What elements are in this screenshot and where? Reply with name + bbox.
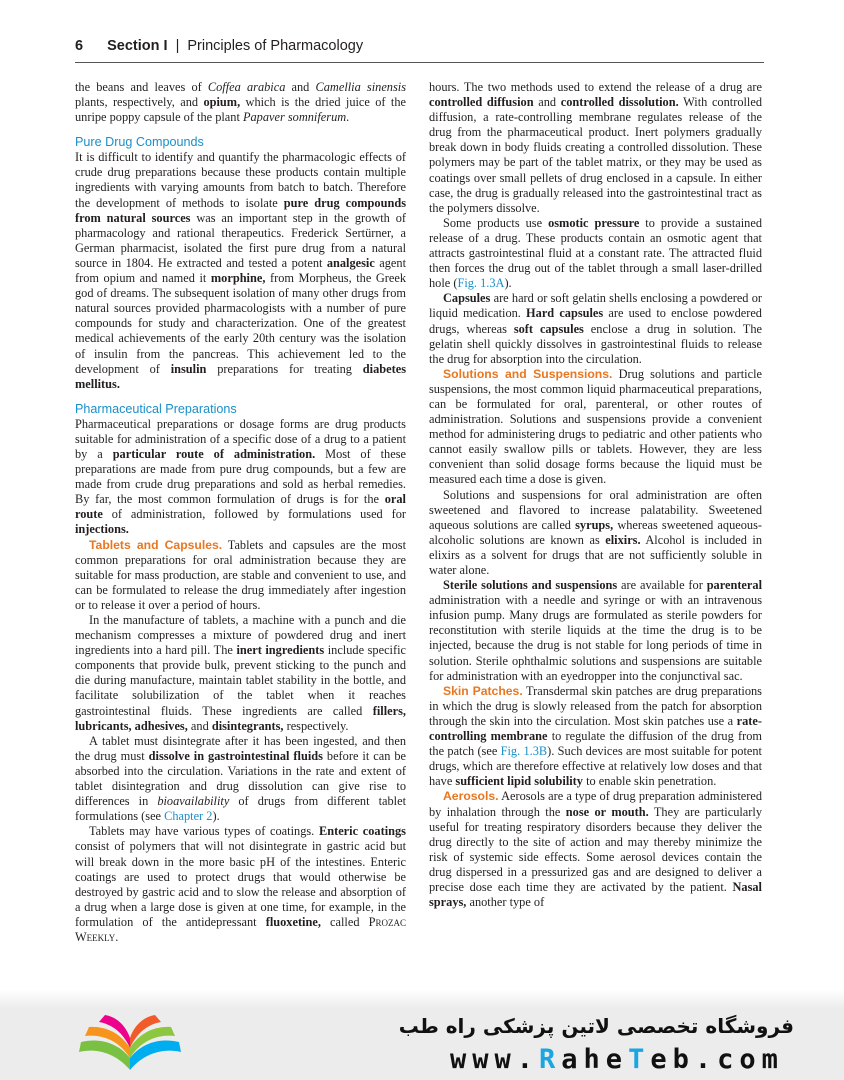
- paragraph-osmotic: Some products use osmotic pressure to provide a sustained release of a drug. These products contain an osmotic agent that attracts gastrointestinal fluid at a constant rate. The attracted fluid then forces the drug out of the tablet through a small laser-drilled hole (Fig. 1.3A).: [429, 215, 762, 291]
- paragraph-extended-release: hours. The two methods used to extend the release of a drug are controlled diffusion and controlled dissolution. With controlled diffusion, a rate-controlling membrane regulates release of the drug from the pharmaceutical product. Inert polymers gradually break down in body fluids creating a controlled dissolution. These polymers may be part of the tablet matrix, or they may be used as coatings over small pellets of drug enclosed in a capsule. In either case, the drug is gradually released into the gastrointestinal tract as the polymers dissolve.: [429, 80, 762, 215]
- paragraph-aerosols: Aerosols. Aerosols are a type of drug preparation administered by inhalation through the nose or mouth. They are particularly useful for treating respiratory disorders because they deliver the drug directly to the site of action and may thereby minimize the risk of systemic side effects. Some aerosol devices contain the drug dispersed in a pressurized gas and are designed to deliver a precise dose each time they are activated by the patient. Nasal sprays, another type of: [429, 789, 762, 910]
- header-rule: [75, 62, 764, 63]
- paragraph-solutions: Solutions and Suspensions. Drug solutions and particle suspensions, the most common liquid pharmaceutical preparations, can be formulated for oral, parenteral, or other routes of administration. Solutions and suspensions provide a convenient method for administering drugs to pediatric and other patients who cannot easily swallow pills or tablets. However, they are less convenient than solid dosage forms because the liquid must be measured each time a dose is given.: [429, 366, 762, 487]
- link-fig-1-3b[interactable]: Fig. 1.3B: [500, 744, 548, 759]
- section-title: Principles of Pharmacology: [187, 38, 364, 54]
- paragraph-disintegration: A tablet must disintegrate after it has been ingested, and then the drug must dissolve in gastrointestinal fluids before it can be absorbed into the circulation. Variations in the rate and extent of tablet disintegration and drug dissolution can give rise to differences in bioavailability of drugs from different tablet formulations (see Chapter 2).: [75, 733, 407, 824]
- paragraph-tablets-capsules: Tablets and Capsules. Tablets and capsules are the most common preparations for oral administration because they are suitable for mass production, are stable and convenient to use, and can be formulated to release the drug immediately after ingestion or to release it over a period of hours.: [75, 537, 407, 612]
- right-column: [429, 80, 762, 910]
- paragraph-skin-patches: Skin Patches. Transdermal skin patches are drug preparations in which the drug is slowly released from the patch for absorption through the skin into the circulation. Most skin patches use a rate-controlling membrane to regulate the diffusion of the drug from the patch (see Fig. 1.3B). Such devices are most suitable for potent drugs, which are therefore effective at relatively low doses and that have sufficient lipid solubility to enable skin penetration.: [429, 683, 762, 789]
- watermark-website: www.RaheTeb.com: [450, 1044, 784, 1075]
- heading-pure-drug-compounds: Pure Drug Compounds: [75, 135, 204, 150]
- header-separator: |: [175, 38, 180, 54]
- runin-heading-aerosols: Aerosols.: [443, 789, 499, 804]
- running-header: [75, 38, 775, 62]
- heading-pharmaceutical-preparations: Pharmaceutical Preparations: [75, 401, 237, 416]
- section-label: Section I: [107, 38, 168, 54]
- paragraph-preparations: Pharmaceutical preparations or dosage forms are drug products suitable for administration of a specific dose of a drug to a patient by a particular route of administration. Most of these preparations are made from pure drug compounds, but a few are made from crude drug preparations and sold as herbal remedies. By far, the most common formulation of drugs is for the oral route of administration, followed by formulations used for injections.: [75, 416, 406, 537]
- paragraph-sterile: Sterile solutions and suspensions are available for parenteral administration with a needle and syringe or with an intravenous infusion pump. Many drugs are formulated as sterile powders for reconstitution with sterile liquids at the time the drug is to be injected, because the drug is not stable for long periods of time in solution. Sterile ophthalmic solutions and suspensions are suitable for administration with an eyedropper into the conjunctival sac.: [429, 578, 762, 683]
- runin-heading-solutions: Solutions and Suspensions.: [443, 366, 613, 381]
- watermark-shop-name: فروشگاه تخصصی لاتین پزشکی راه طب: [398, 1014, 794, 1038]
- book-logo-icon: [75, 1012, 185, 1074]
- paragraph-capsules: Capsules are hard or soft gelatin shells enclosing a powdered or liquid medication. Hard capsules are used to enclose powdered drugs, whereas soft capsules enclose a drug in solution. The gelatin shell quickly dissolves in gastrointestinal fluids to release the drug for absorption into the circulation.: [429, 291, 763, 366]
- paragraph-tablet-manufacture: In the manufacture of tablets, a machine with a punch and die mechanism compresses a mixture of powdered drug and inert ingredients into a hard pill. The inert ingredients include specific components that provide bulk, prevent sticking to the punch and die during manufacture, maintain tablet stability in the bottle, and facilitate solubilization of the tablet when it reaches gastrointestinal fluids. These ingredients are called fillers, lubricants, adhesives, and disintegrants, respectively.: [75, 613, 407, 733]
- paragraph-coatings: Tablets may have various types of coatings. Enteric coatings consist of polymers that will not disintegrate in gastric acid but will break down in the more basic pH of the intestines. Enteric coatings are used to protect drugs that would otherwise be destroyed by gastric acid and to slow the release and absorption of a drug when a large dose is given at one time, for example, in the formulation of the antidepressant fluoxetine, called Prozac Weekly.: [75, 824, 406, 944]
- paragraph-pure-drugs: It is difficult to identify and quantify the pharmacologic effects of crude drug preparations because these products contain multiple ingredients with varying amounts from batch to batch. Therefore the development of methods to isolate pure drug compounds from natural sources was an important step in the growth of pharmacology and rational therapeutics. Frederick Sertürner, a German pharmacist, isolated the first pure drug from a natural source in 1804. He extracted and tested a potent analgesic agent from opium and named it morphine, from Morpheus, the Greek god of dreams. The subsequent isolation of many other drugs from natural sources provided pharmacologists with a number of pure compounds for study and characterization. One of the greatest medical achievements of the early 20th century was the isolation of insulin from the pancreas. This achievement led to the development of insulin preparations for treating diabetes mellitus.: [75, 150, 406, 391]
- link-fig-1-3a[interactable]: Fig. 1.3A: [457, 276, 505, 291]
- page-number: 6: [75, 38, 84, 54]
- paragraph-intro: the beans and leaves of Coffea arabica and Camellia sinensis plants, respectively, and opium, which is the dried juice of the unripe poppy capsule of the plant Papaver somniferum.: [75, 80, 407, 125]
- runin-heading-skin-patches: Skin Patches.: [443, 683, 523, 698]
- runin-heading-tablets: Tablets and Capsules.: [89, 537, 223, 552]
- link-chapter-2[interactable]: Chapter 2: [164, 809, 213, 824]
- paragraph-oral-solutions: Solutions and suspensions for oral administration are often sweetened and flavored to increase palatability. Sweetened aqueous solutions are called syrups, whereas sweetened aqueous-alcoholic solutions are known as elixirs. Alcohol is included in elixirs as a solvent for drugs that are not sufficiently soluble in water alone.: [429, 487, 762, 577]
- page-bottom-fade: [0, 990, 844, 1012]
- left-column: [75, 80, 406, 945]
